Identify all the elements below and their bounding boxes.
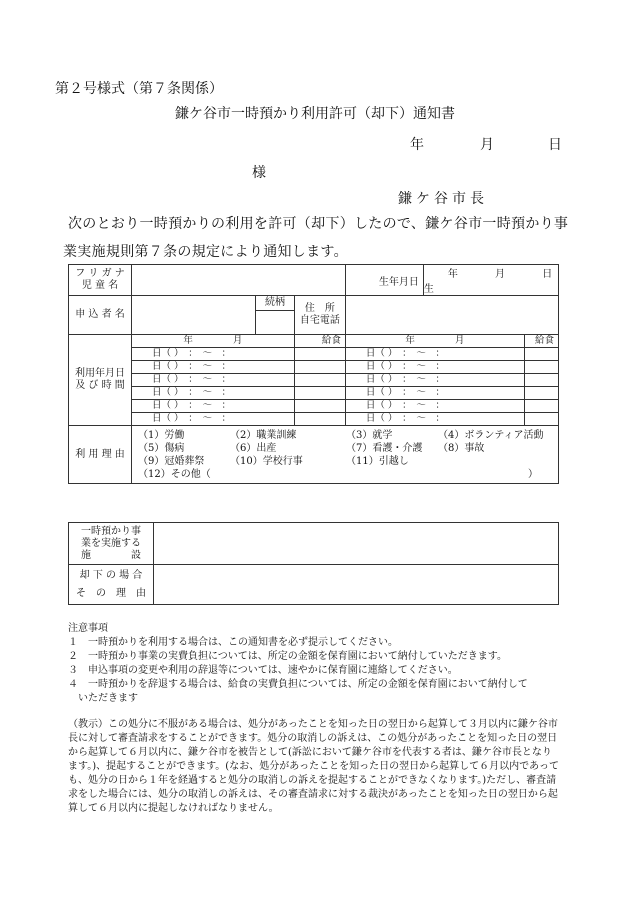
usage-label: 利用年月日 及 び 時 間 <box>69 335 132 426</box>
note-item: ３ 申込事項の変更や利用の辞退等については、速やかに保育園に連絡してください。 <box>68 665 458 676</box>
applicant-field[interactable] <box>132 296 256 335</box>
applicant-label: 申 込 者 名 <box>69 296 132 335</box>
application-table <box>68 264 559 484</box>
address-phone-label: 住 所 自宅電話 <box>294 296 345 335</box>
rejection-reason-label: 却 下 の 場 合 そ の 理 由 <box>69 565 154 605</box>
child-name-field[interactable] <box>132 265 346 296</box>
address-field[interactable] <box>345 296 558 335</box>
date-year-label: 年 <box>410 137 424 153</box>
meal-left[interactable]: 給食 <box>294 335 345 426</box>
date-day-label: 日 <box>548 137 562 153</box>
appeal-instructions: （教示）この処分に不服がある場合は、処分があったことを知った日の翌日から起算して３月以内に鎌ケ谷市長に対して審査請求をすることができます。処分の取消しの訴えは、この処分があったことを知った日の翌日から起算して６月以内に、鎌ケ谷市を被告として(訴訟において鎌ケ谷市を代表する者は、鎌ケ谷市長となります。)、提起することができます。(なお、処分があったことを知った日の翌日から起算して６月以内であっても、処分の日から１年を経過すると処分の取消しの訴えを提起することができなくなります。)ただし、審査請求をした場合には、処分の取消しの訴えは、その審査請求に対する裁決があったことを知った日の翌日から起算して６月以内に提起しなければなりません。 <box>68 719 560 814</box>
facility-table <box>68 522 559 605</box>
date-month-label: 月 <box>480 137 494 153</box>
form-number: 第２号様式（第７条関係） <box>55 81 223 97</box>
issuer-mayor: 鎌ケ谷市長 <box>398 191 488 207</box>
recipient-honorific: 様 <box>252 165 266 181</box>
intro-text <box>63 210 573 266</box>
notes-heading: 注意事項 <box>68 623 108 634</box>
meal-right[interactable]: 給食 <box>525 335 559 426</box>
usage-dates-right[interactable]: 年 月 日（ ） ： 〜 ： 日（ ） ： 〜 ： 日（ ） ： 〜 ： 日（ ） ： 〜 ： 日（ ） ： 〜 ： 日（ ） ： 〜 ： <box>345 335 524 426</box>
birth-date-field[interactable]: 年 月 日生 <box>423 265 558 296</box>
note-item: ４ 一時預かりを辞退する場合は、給食の実費負担については、所定の金額を保育園において納付して <box>68 679 528 690</box>
facility-label: 一時預かり事 業を実施する 施 設 <box>69 523 154 565</box>
child-name-label: フ リ ガ ナ 児 童 名 <box>69 265 132 296</box>
reason-options[interactable]: （1）労働 （2）職業訓練 （3）就学 （4）ボランティア活動 （5）傷病 （6）出産 （7）看護・介護 （8）事故 （9）冠婚葬祭 （10）学校行事 （11）引越し （12）その他（ ） <box>132 426 559 484</box>
usage-dates-left[interactable]: 年 月 日（ ） ： 〜 ： 日（ ） ： 〜 ： 日（ ） ： 〜 ： 日（ ） ： 〜 ： 日（ ） ： 〜 ： 日（ ） ： 〜 ： <box>132 335 295 426</box>
relation-cell: 続柄 <box>256 296 295 335</box>
rejection-reason-field[interactable] <box>154 565 559 605</box>
intro-line-1: 次のとおり一時預かりの利用を許可（却下）したので、鎌ケ谷市一時預かり事 <box>68 216 569 232</box>
document-title: 鎌ケ谷市一時預かり利用許可（却下）通知書 <box>175 106 455 122</box>
note-item: いただきます <box>68 693 138 704</box>
notes-section <box>68 622 568 706</box>
note-item: １ 一時預かりを利用する場合は、この通知書を必ず提示してください。 <box>68 637 398 648</box>
reason-label: 利 用 理 由 <box>69 426 132 484</box>
note-item: ２ 一時預かり事業の実費負担については、所定の金額を保育園において納付していただきます。 <box>68 651 507 662</box>
facility-field[interactable] <box>154 523 559 565</box>
birth-label: 生年月日 <box>345 265 423 296</box>
intro-line-2: 業実施規則第７条の規定により通知します。 <box>63 244 348 260</box>
